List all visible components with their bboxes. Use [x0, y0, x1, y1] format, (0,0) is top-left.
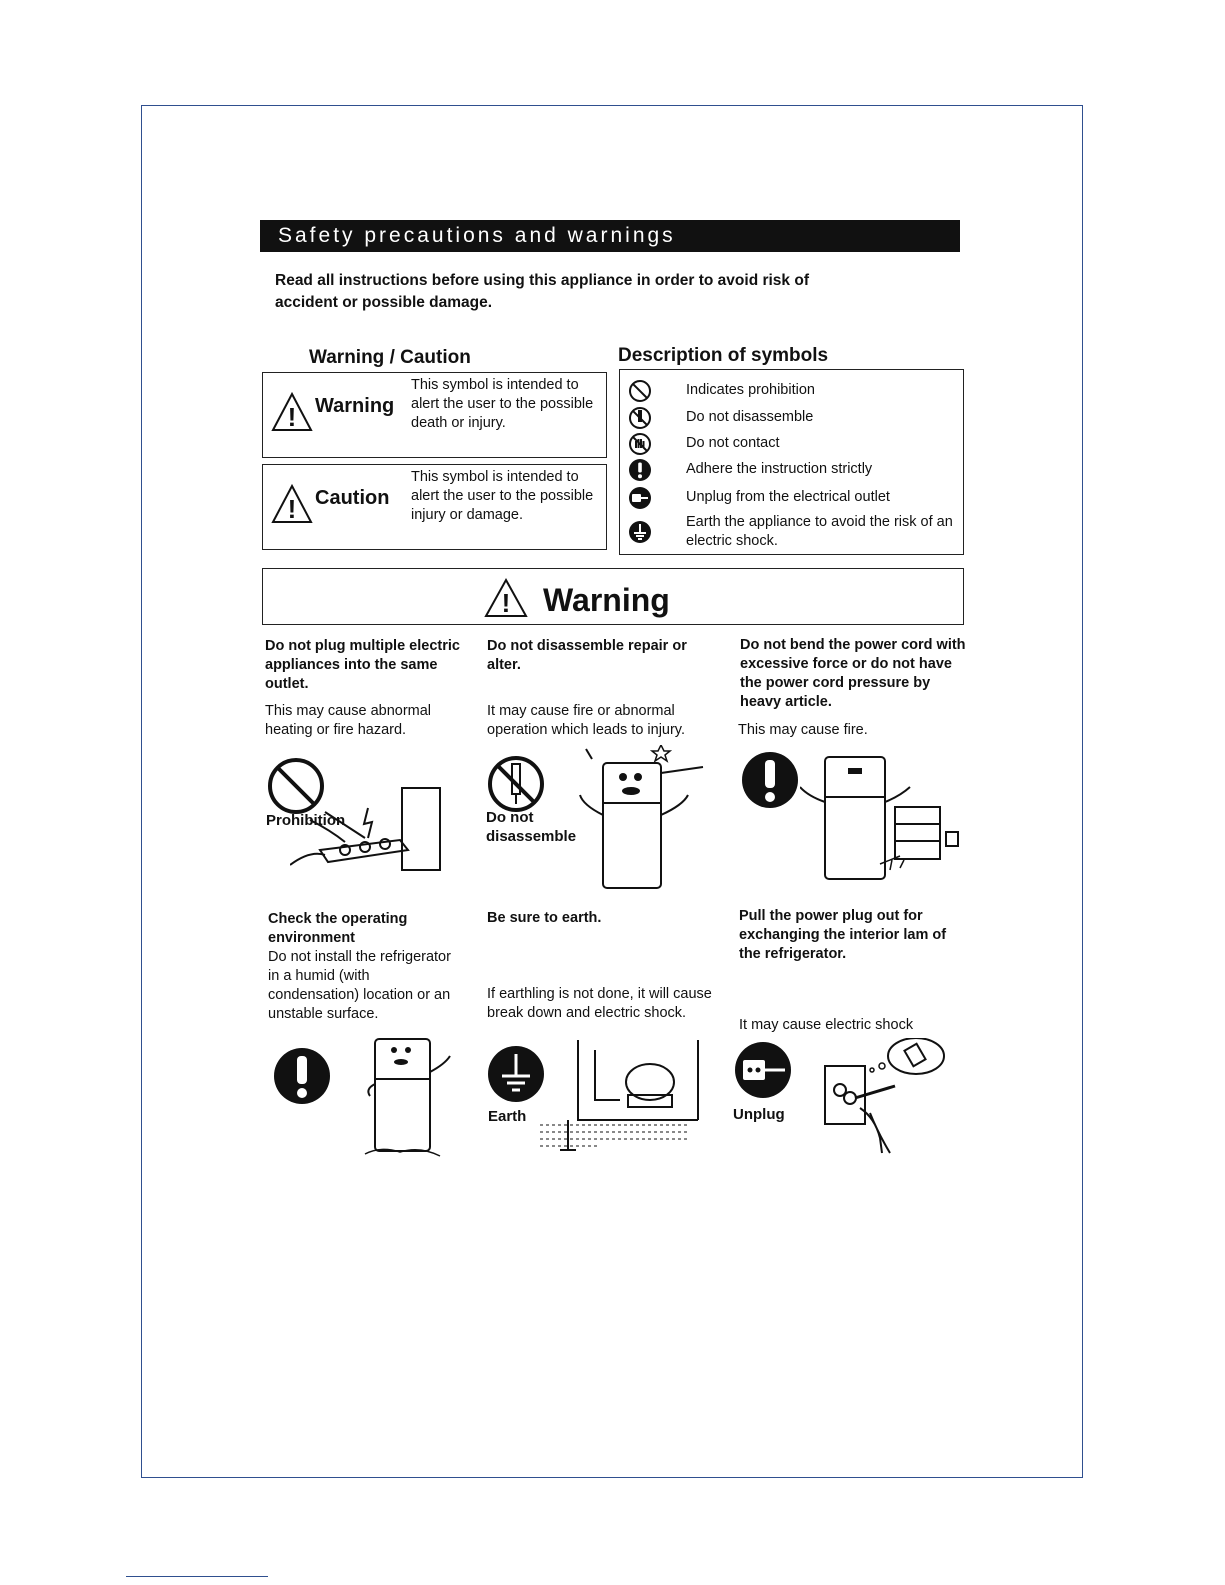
item-5-body: If earthling is not done, it will cause break down and electric shock. — [487, 986, 712, 1021]
svg-text:!: ! — [501, 588, 511, 618]
caution-label: Caution — [315, 487, 390, 509]
item-4-heading: Check the operating environment — [268, 911, 408, 946]
item-3-body: This may cause fire. — [738, 722, 868, 738]
svg-text:!: ! — [287, 494, 297, 524]
item-3-heading: Do not bend the power cord with excessive force or do not have the power cord pressure by heavy article. — [740, 637, 966, 710]
warning-banner-triangle-icon — [484, 577, 528, 619]
item-6-label: Unplug — [733, 1106, 785, 1123]
warning-definition-text: This symbol is intended to alert the user to the possible death or injury. — [411, 377, 594, 431]
item-2-label: Do not disassemble — [486, 809, 577, 845]
adhere-instruction-icon — [272, 1046, 332, 1106]
unplug-icon — [733, 1040, 793, 1100]
earth-connection-illustration — [540, 1040, 700, 1160]
symbol-text: Unplug from the electrical outlet — [686, 489, 890, 505]
adhere-instruction-icon — [740, 750, 800, 810]
item-6-heading: Pull the power plug out for exchanging the interior lam of the refrigerator. — [739, 908, 947, 962]
item-1-heading: Do not plug multiple electric appliances into the same outlet. — [265, 638, 460, 692]
earth-icon — [486, 1044, 546, 1104]
symbol-row-do-not-contact — [622, 431, 962, 457]
item-4-body: Do not install the refrigerator in a humid (with condensation) location or an unstable surface. — [268, 949, 451, 1022]
item-6-body: It may cause electric shock — [739, 1017, 914, 1033]
symbol-text-earth: Earth the appliance to avoid the risk of an electric shock. — [686, 514, 953, 549]
warning-definition-box — [262, 372, 607, 458]
do-not-contact-icon — [628, 432, 652, 456]
symbol-text: Do not disassemble — [686, 409, 814, 425]
unplug-outlet-illustration — [820, 1038, 950, 1156]
item-5-heading: Be sure to earth. — [487, 910, 602, 926]
warning-caution-heading: Warning / Caution — [309, 347, 471, 368]
warning-label: Warning — [315, 395, 395, 417]
symbol-row-do-not-disassemble — [622, 405, 962, 431]
intro-text: Read all instructions before using this appliance in order to avoid risk of accident or possible damage. — [275, 272, 809, 311]
do-not-disassemble-icon — [486, 754, 546, 814]
symbol-row-adhere-instruction — [622, 457, 962, 483]
item-1-body: This may cause abnormal heating or fire hazard. — [265, 703, 432, 738]
adhere-instruction-icon — [628, 458, 652, 482]
symbol-text: Indicates prohibition — [686, 382, 815, 398]
caution-triangle-icon — [271, 483, 313, 525]
earth-icon — [628, 520, 652, 544]
symbols-heading: Description of symbols — [618, 345, 829, 366]
warning-triangle-icon — [271, 391, 313, 433]
item-2-heading: Do not disassemble repair or alter. — [487, 638, 687, 673]
item-5-label: Earth — [488, 1108, 527, 1125]
svg-text:!: ! — [287, 402, 297, 432]
prohibition-icon — [628, 379, 652, 403]
refrigerator-character-illustration — [578, 745, 713, 890]
unplug-icon — [628, 486, 652, 510]
symbol-row-prohibition — [622, 378, 962, 404]
caution-definition-text: This symbol is intended to alert the user to the possible injury or damage. — [411, 469, 594, 523]
symbol-text: Do not contact — [686, 435, 780, 451]
item-2-body: It may cause fire or abnormal operation which leads to injury. — [487, 703, 686, 738]
refrigerator-cord-illustration — [800, 752, 965, 882]
symbol-text: Adhere the instruction strictly — [686, 461, 873, 477]
footer-rule — [126, 1576, 268, 1577]
caution-definition-box — [262, 464, 607, 550]
symbol-row-unplug — [622, 485, 962, 511]
item-1-label: Prohibition — [266, 812, 346, 829]
power-strip-illustration — [290, 780, 450, 880]
warning-banner-label: Warning — [543, 582, 670, 618]
refrigerator-humid-illustration — [360, 1034, 455, 1164]
do-not-disassemble-icon — [628, 406, 652, 430]
page-title: Safety precautions and warnings — [278, 224, 676, 247]
